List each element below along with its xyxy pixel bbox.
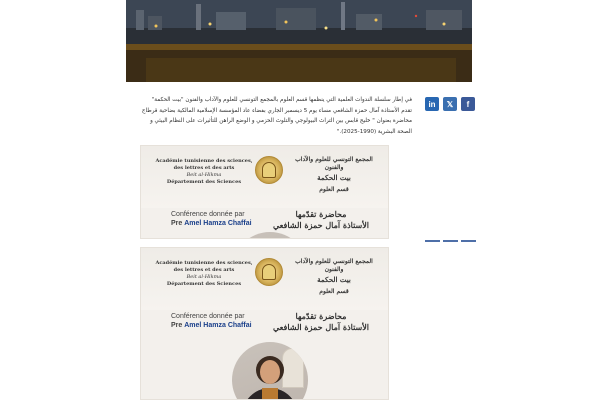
conference-ar: [266, 209, 376, 231]
speaker-portrait: [232, 342, 308, 400]
share-buttons: [425, 97, 475, 111]
ar-line-1: المجمع التونسي للعلوم والآداب والفنون: [295, 258, 373, 273]
facebook-icon[interactable]: [461, 97, 475, 111]
share-divider: [425, 240, 476, 242]
conf-fr-name: Amel Hamza Chaffai: [184, 220, 252, 227]
conf-ar-name: الأستاذة آمال حمزة الشافعي: [273, 322, 369, 332]
fr-line-4: Département des Sciences: [166, 281, 242, 287]
hero-photo: [126, 0, 472, 82]
academy-emblem-icon: [255, 258, 283, 286]
x-glyph: 𝕏: [446, 99, 454, 109]
poster-ar-institution: [286, 258, 382, 296]
conf-ar-label: محاضرة تقدّمها: [295, 311, 347, 321]
conf-fr-title: Pre: [171, 322, 183, 329]
conf-fr-speaker: [171, 219, 271, 228]
ar-line-3: قسم العلوم: [319, 288, 349, 295]
fr-line-2: des lettres et des arts: [173, 267, 235, 273]
conf-fr-name: Amel Hamza Chaffai: [184, 322, 252, 329]
event-poster[interactable]: [140, 247, 389, 400]
conf-ar-label: محاضرة تقدّمها: [295, 209, 347, 219]
poster-ar-institution: [286, 156, 382, 194]
poster-header: [141, 146, 388, 208]
conf-fr-label: Conférence donnée par: [171, 313, 245, 320]
linkedin-icon[interactable]: [425, 97, 439, 111]
conf-fr-speaker: [171, 321, 271, 330]
conf-fr-title: Pre: [171, 220, 183, 227]
fr-line-2: des lettres et des arts: [173, 165, 235, 171]
fr-line-1: Académie tunisienne des sciences,: [155, 260, 253, 266]
fr-line-4: Département des Sciences: [166, 179, 242, 185]
facebook-glyph: f: [466, 99, 470, 109]
ar-line-1: المجمع التونسي للعلوم والآداب والفنون: [295, 156, 373, 171]
conference-fr: [171, 210, 271, 228]
poster-fr-institution: [145, 158, 263, 186]
poster-fr-institution: [145, 260, 263, 288]
conference-fr: [171, 312, 271, 330]
conf-fr-label: Conférence donnée par: [171, 211, 245, 218]
poster-header: [141, 248, 388, 310]
article-text: في إطار سلسلة الندوات العلمية التي ينظمها قسم العلوم بالمجمع التونسي للعلوم والآداب والفنون "بيت الحكمة" تقدم الأستاذة آمال حمزة الشافعي مساء يوم 5 ديسمبر الجاري بفضاء عاد المؤسسة الإسلامية المالكية بضاحية قرطاج محاضرة بعنوان " خليج قابس بين التراث البيولوجي والتلوث الحزمي و الوضع الراهن للتأثيرات على النظام البيئي و الصحة البشرية (1990-2025).": [141, 97, 412, 135]
academy-emblem-icon: [255, 156, 283, 184]
fr-line-1: Académie tunisienne des sciences,: [155, 158, 253, 164]
conference-row: [141, 310, 388, 338]
fr-line-3: Beit al-Hikma: [186, 172, 222, 178]
ar-line-3: قسم العلوم: [319, 186, 349, 193]
conf-ar-name: الأستاذة آمال حمزة الشافعي: [273, 220, 369, 230]
fr-line-3: Beit al-Hikma: [186, 274, 222, 280]
ar-line-2: بيت الحكمة: [317, 275, 351, 284]
linkedin-glyph: in: [428, 99, 436, 109]
ar-line-2: بيت الحكمة: [317, 173, 351, 182]
event-poster[interactable]: [140, 145, 389, 239]
conference-ar: [266, 311, 376, 333]
x-icon[interactable]: [443, 97, 457, 111]
